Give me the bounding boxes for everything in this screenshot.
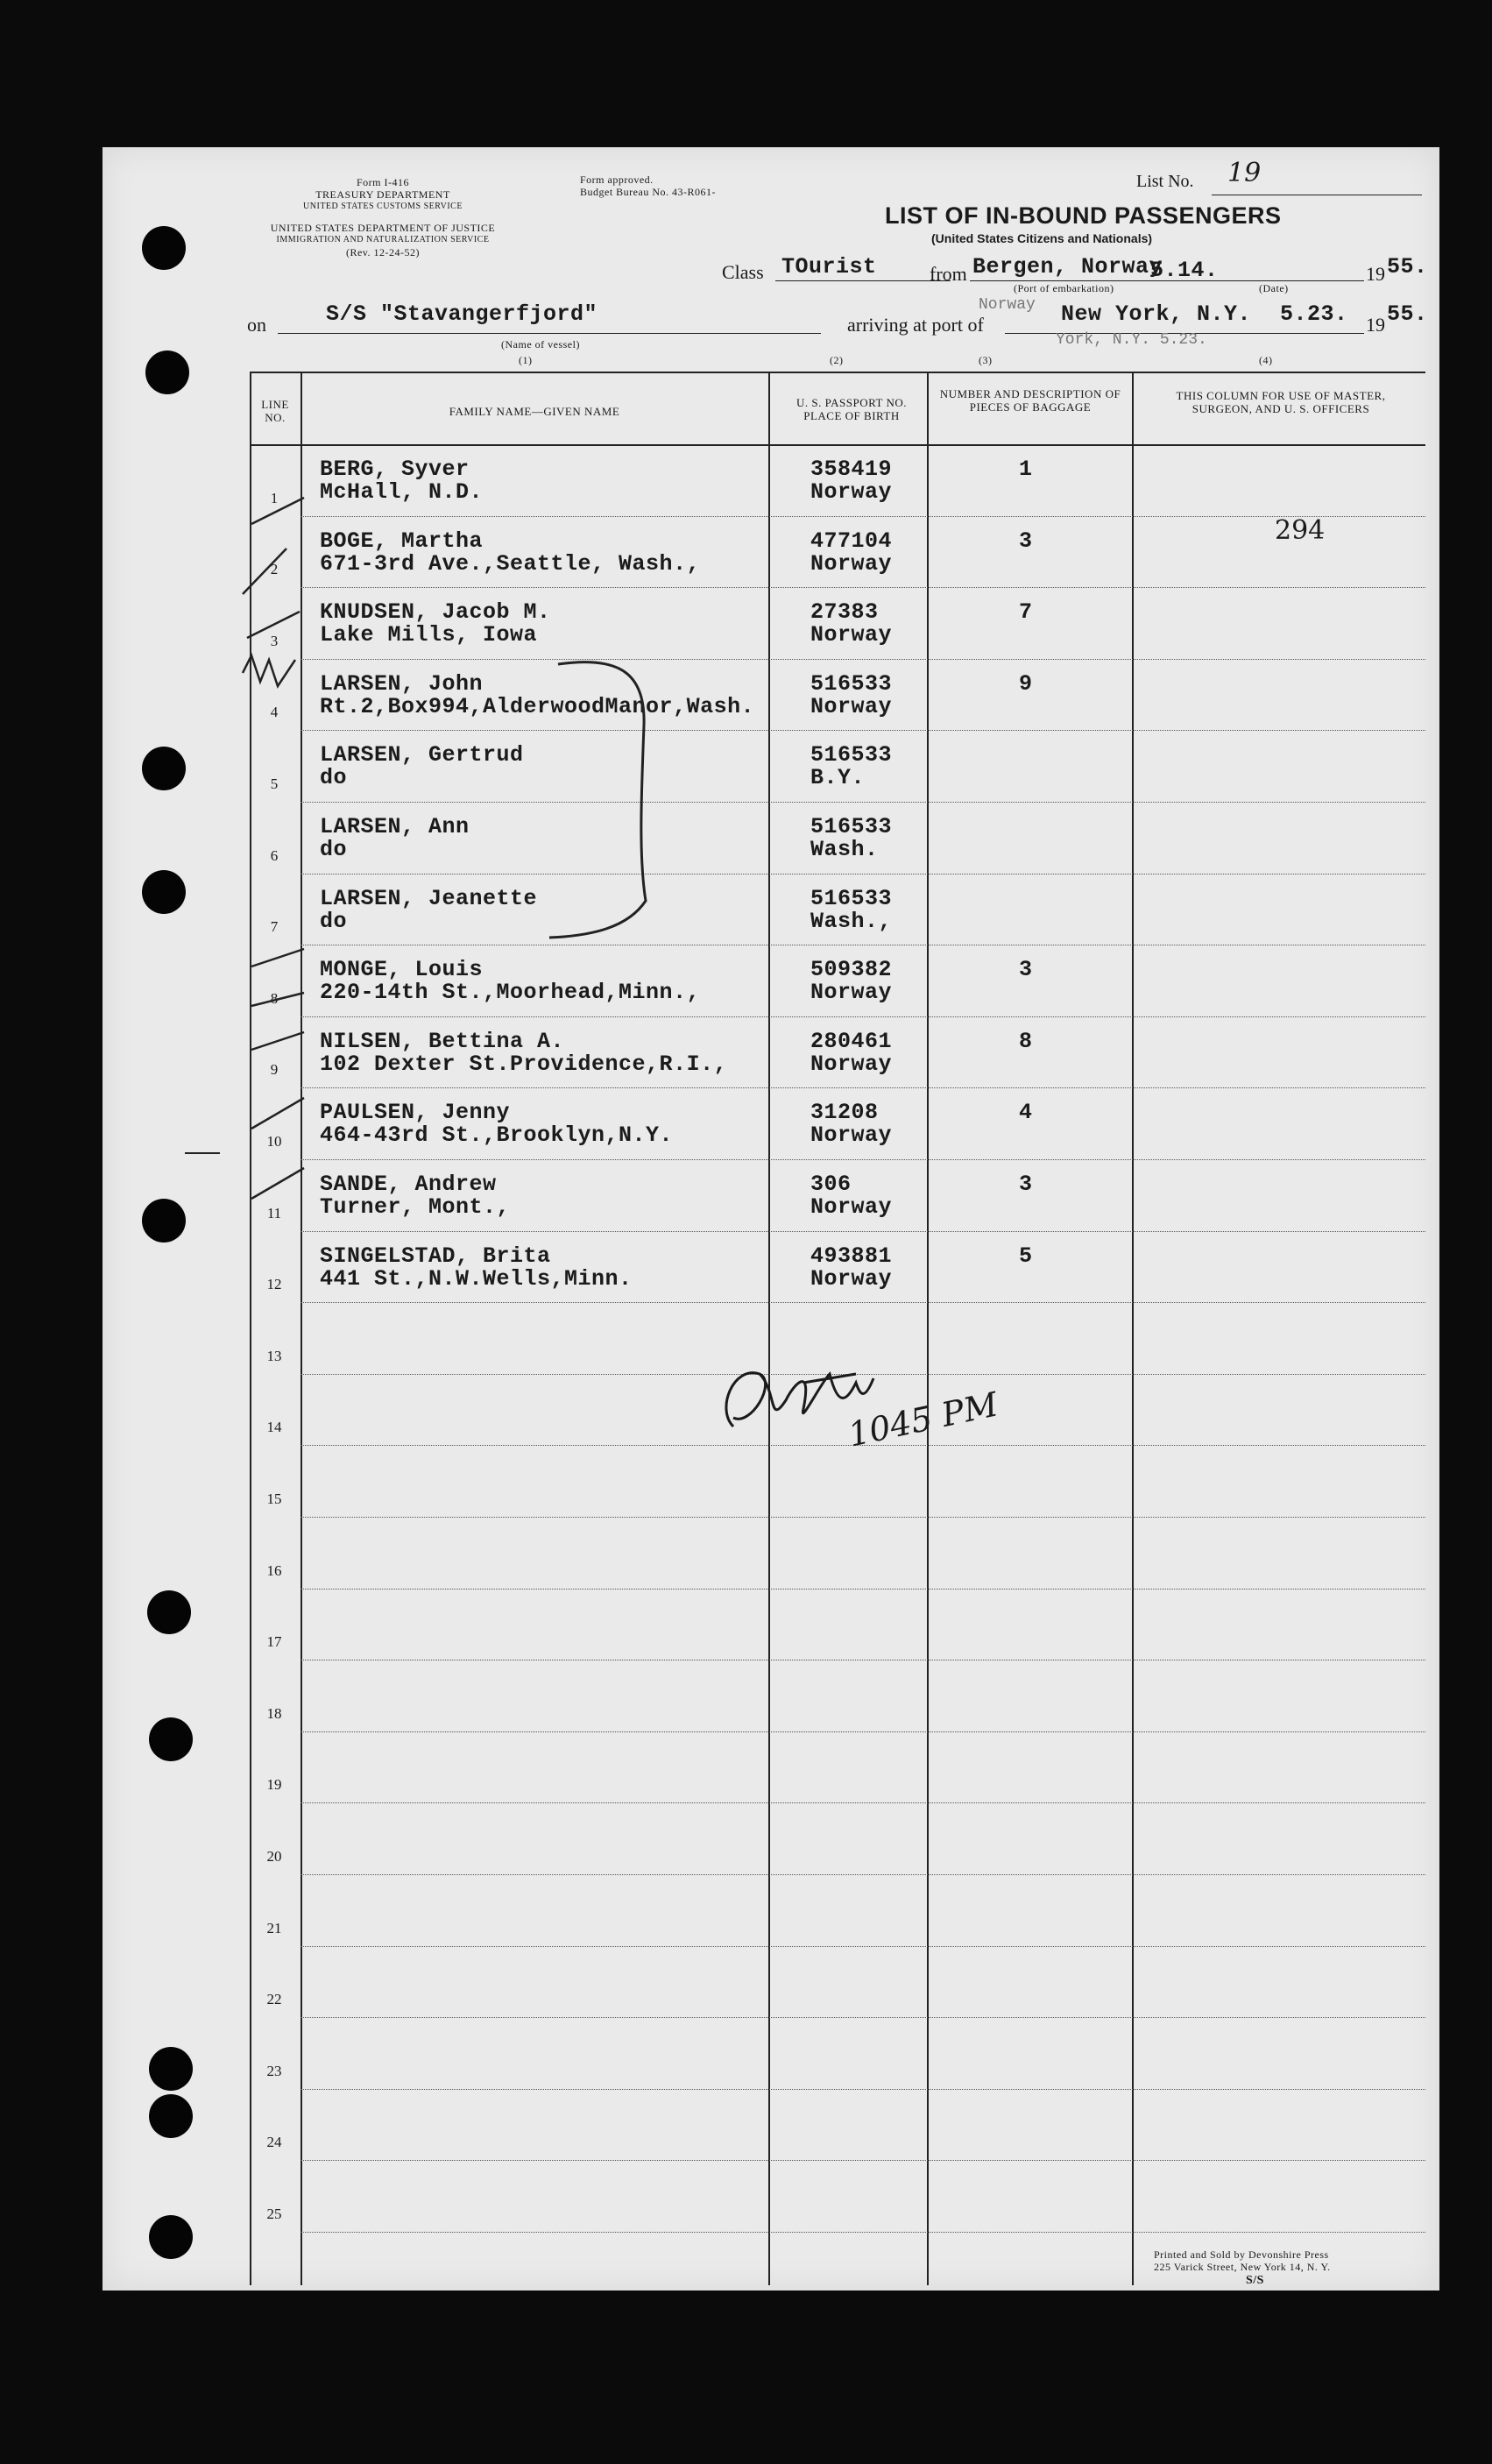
place-of-birth: Norway <box>810 479 893 505</box>
row-separator <box>301 1231 1425 1232</box>
arrival-stamp-overlay: York, N.Y. 5.23. <box>1056 331 1207 349</box>
row-separator <box>301 587 1425 588</box>
baggage-count: 3 <box>1019 1172 1033 1197</box>
year-prefix-1: 19 <box>1366 263 1385 285</box>
passenger-name: MONGE, Louis <box>320 957 484 983</box>
class-value: TOurist <box>781 254 877 280</box>
form-number: Form I-416 <box>357 176 409 188</box>
binder-hole <box>142 226 186 270</box>
passenger-address: do <box>320 765 348 791</box>
row-separator <box>301 1302 1425 1303</box>
place-of-birth: Wash. <box>810 837 879 862</box>
check-marks <box>234 480 330 1444</box>
baggage-count: 8 <box>1019 1028 1033 1054</box>
place-of-birth: Norway <box>810 1265 893 1292</box>
passenger-address: do <box>320 908 348 934</box>
place-of-birth: B.Y. <box>810 765 866 791</box>
row-separator <box>301 1589 1425 1590</box>
class-label: Class <box>722 261 764 283</box>
baggage-count: 1 <box>1019 457 1033 482</box>
passport-number: 493881 <box>810 1243 893 1269</box>
binder-hole <box>142 747 186 790</box>
arriving-label: arriving at port of <box>847 314 984 336</box>
line-number: 15 <box>266 1490 282 1507</box>
binder-hole <box>147 1590 191 1634</box>
line-number: 4 <box>270 704 279 721</box>
line-number: 1 <box>270 489 279 506</box>
place-of-birth: Norway <box>810 1194 893 1220</box>
line-number: 5 <box>270 775 279 792</box>
vessel-caption: (Name of vessel) <box>501 338 580 350</box>
passenger-name: LARSEN, John <box>320 670 484 697</box>
line-number: 22 <box>266 1991 282 2008</box>
passenger-name: BERG, Syver <box>320 457 470 482</box>
place-of-birth: Wash., <box>810 908 893 934</box>
line-number: 3 <box>270 632 279 649</box>
year-prefix-2: 19 <box>1366 314 1385 336</box>
passenger-address: Lake Mills, Iowa <box>320 622 538 648</box>
officer-note: 294 <box>1275 515 1326 546</box>
passenger-address: McHall, N.D. <box>320 479 484 505</box>
passenger-address: do <box>320 837 348 862</box>
binder-hole <box>149 2047 193 2091</box>
passenger-name: BOGE, Martha <box>320 527 484 554</box>
embark-date: 5.14. <box>1150 258 1219 283</box>
vessel-line <box>278 333 821 334</box>
line-number: 9 <box>270 1061 279 1079</box>
table-top-border <box>250 372 1425 373</box>
line-number: 23 <box>266 2062 282 2079</box>
passenger-address: 464-43rd St.,Brooklyn,N.Y. <box>320 1122 674 1149</box>
line-number: 13 <box>266 1347 282 1364</box>
year-1: 55. <box>1387 254 1428 280</box>
list-no-value: 19 <box>1227 158 1262 188</box>
manifest-page <box>103 147 1439 2291</box>
baggage-count: 5 <box>1019 1243 1033 1269</box>
row-separator <box>301 1731 1425 1732</box>
passenger-name: LARSEN, Ann <box>320 814 470 839</box>
col-num-1: (1) <box>519 354 533 366</box>
passenger-address: Rt.2,Box994,AlderwoodManor,Wash. <box>320 693 755 719</box>
passenger-address: 220-14th St.,Moorhead,Minn., <box>320 980 701 1006</box>
passport-number: 516533 <box>810 885 893 911</box>
passenger-name: KNUDSEN, Jacob M. <box>320 599 551 626</box>
page-subtitle: (United States Citizens and Nationals) <box>931 231 1153 245</box>
place-of-birth: Norway <box>810 693 893 719</box>
line-number: 7 <box>270 918 279 936</box>
on-label: on <box>247 314 266 336</box>
row-separator <box>301 2017 1425 2018</box>
line-number: 12 <box>266 1276 282 1293</box>
line-number: 19 <box>266 1776 282 1794</box>
place-of-birth: Norway <box>810 550 893 577</box>
port-caption: (Port of embarkation) <box>1014 282 1114 294</box>
form-code: S/S <box>1246 2274 1264 2287</box>
row-separator <box>301 1802 1425 1803</box>
baggage-count: 3 <box>1019 957 1033 983</box>
passenger-name: LARSEN, Jeanette <box>320 885 538 911</box>
arrival-stamp-faint: Norway <box>979 296 1036 314</box>
col-header-passport: U. S. PASSPORT NO. PLACE OF BIRTH <box>796 396 907 422</box>
line-number: 21 <box>266 1919 282 1937</box>
passport-number: 306 <box>810 1172 852 1197</box>
vessel-name: S/S "Stavangerfjord" <box>326 301 598 327</box>
passport-number: 31208 <box>810 1100 879 1126</box>
passport-number: 516533 <box>810 670 893 697</box>
line-number: 6 <box>270 846 279 864</box>
line-number: 11 <box>266 1204 282 1221</box>
col-num-3: (3) <box>979 354 993 366</box>
row-separator <box>301 516 1425 517</box>
arrival-time: 1045 PM <box>845 1384 1001 1455</box>
row-separator <box>301 659 1425 660</box>
row-separator <box>301 730 1425 731</box>
class-line <box>775 280 951 281</box>
place-of-birth: Norway <box>810 1122 893 1149</box>
col-num-4: (4) <box>1259 354 1273 366</box>
passenger-name: NILSEN, Bettina A. <box>320 1028 565 1054</box>
row-separator <box>301 1016 1425 1017</box>
line-number: 25 <box>266 2206 282 2222</box>
line-number: 18 <box>266 1704 282 1722</box>
col-num-2: (2) <box>830 354 844 366</box>
passenger-address: 671-3rd Ave.,Seattle, Wash., <box>320 550 701 577</box>
passenger-name: PAULSEN, Jenny <box>320 1100 511 1126</box>
family-bracket <box>541 655 681 945</box>
agency-justice: UNITED STATES DEPARTMENT OF JUSTICE <box>270 222 496 234</box>
printer-line-1: Printed and Sold by Devonshire Press <box>1154 2248 1329 2261</box>
col-header-line: LINE NO. <box>261 398 289 424</box>
passport-number: 516533 <box>810 814 893 839</box>
place-of-birth: Norway <box>810 622 893 648</box>
row-separator <box>301 2232 1425 2233</box>
line-number: 14 <box>266 1419 282 1436</box>
passenger-address: Turner, Mont., <box>320 1194 511 1220</box>
page-title: LIST OF IN-BOUND PASSENGERS <box>885 202 1282 229</box>
baggage-count: 7 <box>1019 599 1033 626</box>
row-separator <box>301 802 1425 803</box>
place-of-birth: Norway <box>810 980 893 1006</box>
binder-hole <box>149 1717 193 1761</box>
passport-number: 516533 <box>810 742 893 768</box>
line-number: 2 <box>270 561 279 578</box>
passport-number: 27383 <box>810 599 879 626</box>
passport-number: 358419 <box>810 457 893 482</box>
arrival-date: 5.23. <box>1280 301 1348 327</box>
line-number: 20 <box>266 1848 282 1865</box>
passenger-name: LARSEN, Gertrud <box>320 742 524 768</box>
passport-number: 280461 <box>810 1028 893 1054</box>
line-number: 8 <box>270 989 279 1007</box>
row-separator <box>301 1159 1425 1160</box>
passport-number: 509382 <box>810 957 893 983</box>
baggage-count: 9 <box>1019 670 1033 697</box>
embark-port: Bergen, Norway <box>972 254 1163 280</box>
col-header-officers: THIS COLUMN FOR USE OF MASTER, SURGEON, AND U. S. OFFICERS <box>1176 389 1386 415</box>
passenger-address: 102 Dexter St.Providence,R.I., <box>320 1051 728 1077</box>
date-caption: (Date) <box>1259 282 1289 294</box>
row-separator <box>301 2089 1425 2090</box>
place-of-birth: Norway <box>810 1051 893 1077</box>
line-number: 17 <box>266 1633 282 1651</box>
row-separator <box>301 2160 1425 2161</box>
col-header-baggage: NUMBER AND DESCRIPTION OF PIECES OF BAGGAGE <box>939 387 1121 414</box>
agency-treasury: TREASURY DEPARTMENT <box>315 188 450 201</box>
passport-number: 477104 <box>810 527 893 554</box>
binder-hole <box>145 350 189 394</box>
printer-line-2: 225 Varick Street, New York 14, N. Y. <box>1154 2261 1331 2273</box>
binder-hole <box>149 2215 193 2259</box>
passenger-name: SINGELSTAD, Brita <box>320 1243 551 1269</box>
line-number: 10 <box>266 1133 282 1150</box>
agency-customs: UNITED STATES CUSTOMS SERVICE <box>303 202 463 211</box>
baggage-count: 4 <box>1019 1100 1033 1126</box>
row-separator <box>301 1946 1425 1947</box>
from-line <box>970 280 1364 281</box>
form-approved: Form approved. <box>580 173 654 186</box>
binder-hole <box>149 2094 193 2138</box>
row-separator <box>301 1087 1425 1088</box>
year-2: 55. <box>1387 301 1428 327</box>
agency-ins: IMMIGRATION AND NATURALIZATION SERVICE <box>276 235 490 244</box>
row-separator <box>301 1874 1425 1875</box>
binder-hole <box>142 1199 186 1243</box>
row-separator <box>301 1517 1425 1518</box>
line-number: 24 <box>266 2134 282 2151</box>
col-header-name: FAMILY NAME—GIVEN NAME <box>449 405 620 418</box>
from-label: from <box>930 263 967 285</box>
binder-hole <box>142 870 186 914</box>
table-header-border <box>250 444 1425 446</box>
passenger-address: 441 St.,N.W.Wells,Minn. <box>320 1265 633 1292</box>
passenger-name: SANDE, Andrew <box>320 1172 497 1197</box>
baggage-count: 3 <box>1019 527 1033 554</box>
arrival-port: New York, N.Y. <box>1061 301 1252 327</box>
margin-dash <box>185 1152 220 1154</box>
budget-bureau: Budget Bureau No. 43-R061- <box>580 186 716 198</box>
line-number: 16 <box>266 1561 282 1579</box>
form-revision: (Rev. 12-24-52) <box>345 246 421 258</box>
list-no-label: List No. <box>1136 172 1194 191</box>
